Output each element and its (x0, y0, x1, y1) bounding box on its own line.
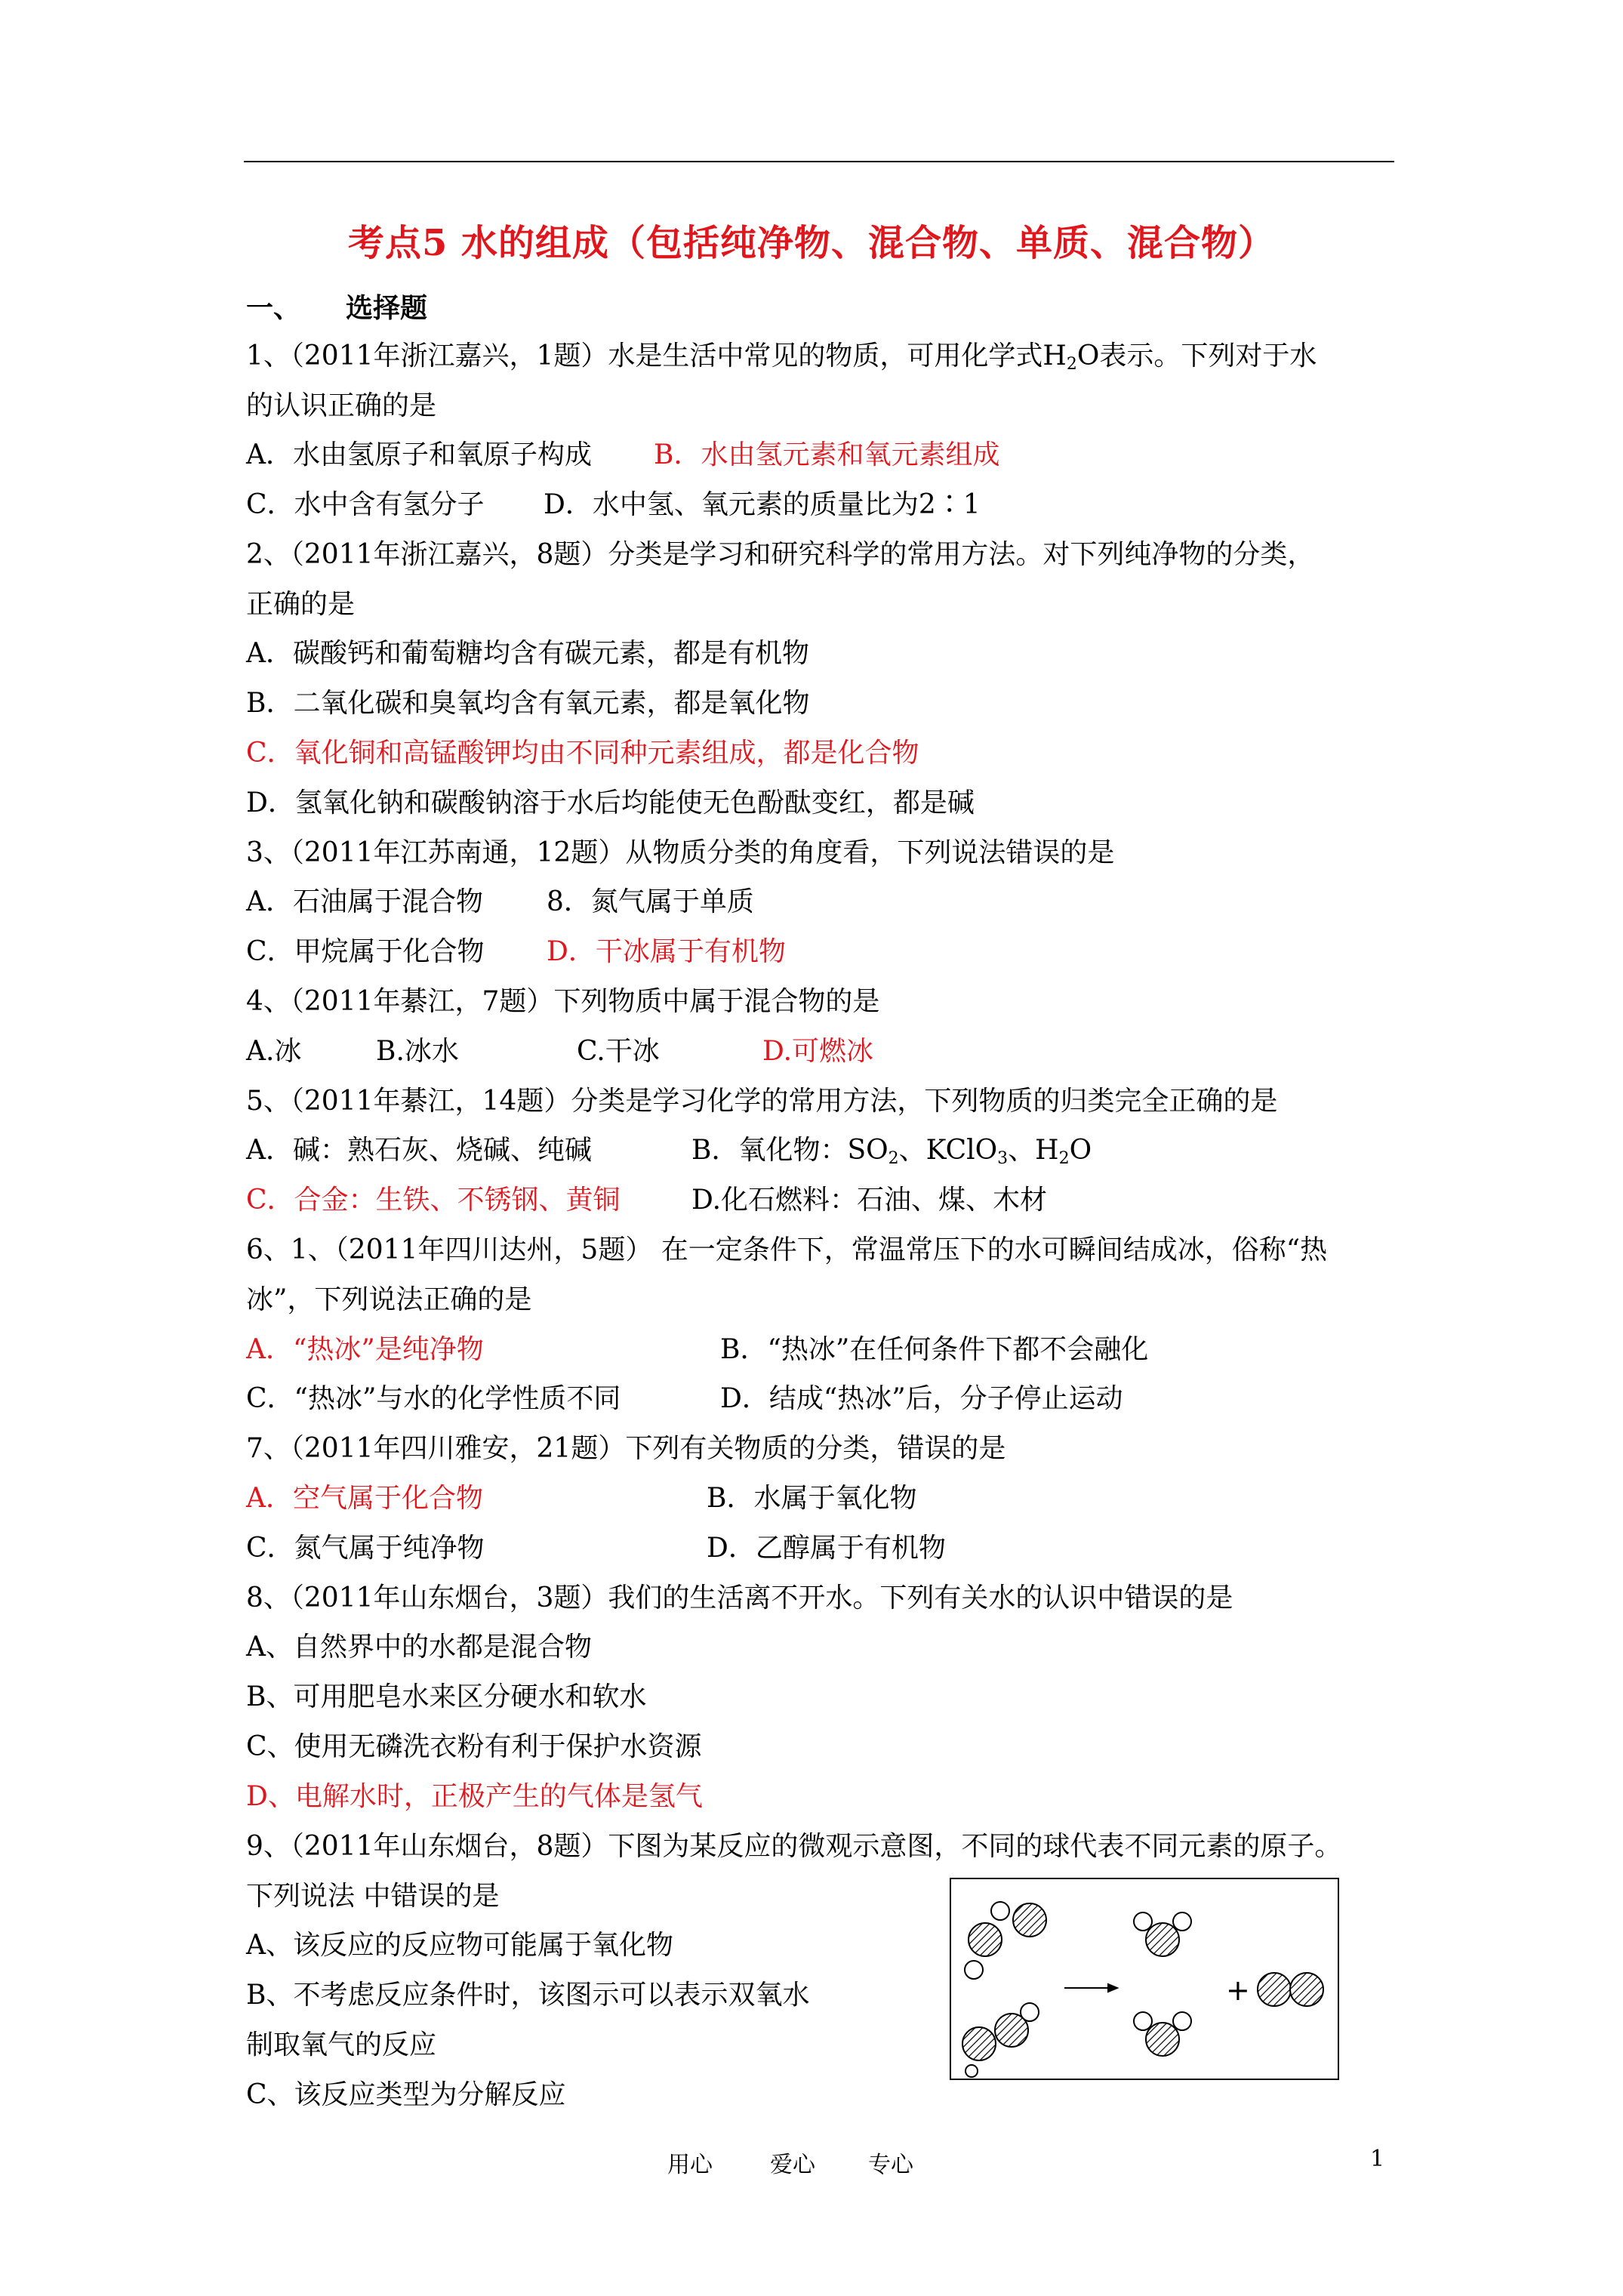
q1-stem-cont: 的认识正确的是 (246, 390, 437, 421)
product-water-2 (1134, 2012, 1191, 2056)
q3-option-a: A．石油属于混合物 (246, 886, 483, 917)
q7-option-d: D．乙醇属于有机物 (707, 1533, 946, 1564)
oxygen-atom (969, 1923, 1002, 1956)
q9-stem: 9、（2011年山东烟台，8题）下图为某反应的微观示意图，不同的球代表不同元素的原子。 (246, 1831, 1342, 1862)
q3-stem: 3、（2011年江苏南通，12题）从物质分类的角度看，下列说法错误的是 (246, 837, 1115, 868)
hydrogen-atom (991, 1902, 1009, 1920)
q1-option-d: D．水中氢、氧元素的质量比为2∶1 (544, 489, 981, 520)
q6-option-a-answer: A．“热冰”是纯净物 (246, 1334, 484, 1365)
section-heading (246, 287, 427, 325)
q5-option-a: A．碱：熟石灰、烧碱、纯碱 (246, 1135, 592, 1166)
q6-option-d: D．结成“热冰”后，分子停止运动 (720, 1383, 1123, 1414)
q7-option-b: B．水属于氧化物 (707, 1483, 917, 1514)
product-oxygen-molecule (1258, 1973, 1323, 2006)
header-rule (244, 161, 1394, 162)
oxygen-atom (995, 2014, 1028, 2047)
reaction-arrow (1064, 1984, 1117, 1992)
oxygen-atom (1290, 1973, 1323, 2006)
q7-option-c: C．氮气属于纯净物 (246, 1533, 485, 1564)
q1-option-b-answer: B．水由氢元素和氧元素组成 (654, 439, 1000, 470)
q3-option-b: 8．氮气属于单质 (547, 886, 754, 917)
hydrogen-atom (1134, 2012, 1152, 2030)
q8-option-d-answer: D、电解水时，正极产生的气体是氢气 (246, 1781, 703, 1812)
q2-option-b: B．二氧化碳和臭氧均含有氧元素，都是氧化物 (246, 688, 810, 719)
q4-stem: 4、（2011年綦江，7题）下列物质中属于混合物的是 (246, 986, 880, 1017)
q5-stem: 5、（2011年綦江，14题）分类是学习化学的常用方法，下列物质的归类完全正确的是 (246, 1086, 1278, 1117)
footer-text-1: 用心 (667, 2152, 713, 2178)
q2-option-a: A．碳酸钙和葡萄糖均含有碳元素，都是有机物 (246, 638, 809, 669)
q9-option-a: A、该反应的反应物可能属于氧化物 (246, 1930, 673, 1961)
section-number: 一、 (246, 292, 301, 324)
q8-option-b: B、可用肥皂水来区分硬水和软水 (246, 1681, 647, 1712)
q8-stem: 8、（2011年山东烟台，3题）我们的生活离不开水。下列有关水的认识中错误的是 (246, 1583, 1233, 1613)
q5-option-b: B．氧化物：$SO_2$、KClO$_3$、$H_2O$ (691, 1135, 1092, 1168)
q5-option-c-answer: C．合金：生铁、不锈钢、黄铜 (246, 1185, 621, 1216)
q1-option-c: C．水中含有氢分子 (246, 489, 485, 520)
oxygen-atom (1146, 1923, 1179, 1956)
reactant-molecule-1 (965, 1902, 1046, 1979)
q6-stem-cont: 冰”，下列说法正确的是 (246, 1284, 532, 1315)
oxygen-atom (962, 2027, 996, 2060)
page-number: 1 (1370, 2146, 1385, 2172)
q9-stem-cont: 下列说法 中错误的是 (246, 1881, 500, 1912)
q4-option-b: B.冰水 (376, 1036, 459, 1067)
q7-option-a-answer: A．空气属于化合物 (246, 1483, 483, 1514)
hydrogen-atom (1173, 2012, 1191, 2030)
q5-option-d: D.化石燃料：石油、煤、木材 (691, 1185, 1048, 1216)
q6-stem: 6、1、（2011年四川达州，5题） 在一定条件下，常温常压下的水可瞬间结成冰，俗称“热 (246, 1234, 1328, 1265)
q7-stem: 7、（2011年四川雅安，21题）下列有关物质的分类，错误的是 (246, 1433, 1006, 1464)
q3-option-c: C．甲烷属于化合物 (246, 936, 485, 967)
hydrogen-atom (965, 2065, 978, 2077)
hydrogen-atom (1134, 1912, 1152, 1931)
section-label: 选择题 (346, 292, 428, 324)
q1-option-a: A．水由氢原子和氧原子构成 (246, 439, 592, 470)
q2-option-c-answer: C．氧化铜和高锰酸钾均由不同种元素组成，都是化合物 (246, 738, 919, 769)
hydrogen-atom (965, 1961, 983, 1979)
q4-option-a: A.冰 (246, 1036, 302, 1067)
product-water-1 (1134, 1912, 1191, 1956)
oxygen-atom (1258, 1973, 1291, 2006)
reaction-diagram (950, 1878, 1339, 2080)
q4-option-d-answer: D.可燃冰 (762, 1036, 874, 1067)
footer-text-2: 爱心 (770, 2152, 815, 2178)
oxygen-atom (1013, 1903, 1046, 1937)
q6-option-b: B．“热冰”在任何条件下都不会融化 (720, 1334, 1149, 1365)
footer-text-3: 专心 (868, 2152, 913, 2178)
plus-sign: + (1226, 1974, 1250, 2007)
q3-option-d-answer: D．干冰属于有机物 (547, 936, 786, 967)
q2-stem: 2、（2011年浙江嘉兴，8题）分类是学习和研究科学的常用方法。对下列纯净物的分类， (246, 539, 1315, 570)
q9-option-b-cont: 制取氧气的反应 (246, 2029, 437, 2060)
page-title: 考点5 水的组成（包括纯净物、混合物、单质、混合物） (347, 222, 1276, 264)
q9-option-b: B、不考虑反应条件时，该图示可以表示双氧水 (246, 1980, 810, 2011)
oxygen-atom (1146, 2023, 1179, 2056)
q8-option-c: C、使用无磷洗衣粉有利于保护水资源 (246, 1731, 702, 1762)
q2-option-d: D．氢氧化钠和碳酸钠溶于水后均能使无色酚酞变红，都是碱 (246, 787, 975, 818)
q9-option-c: C、该反应类型为分解反应 (246, 2079, 566, 2110)
q6-option-c: C．“热冰”与水的化学性质不同 (246, 1383, 621, 1414)
hydrogen-atom (1173, 1912, 1191, 1931)
q2-stem-cont: 正确的是 (246, 589, 356, 620)
reactant-molecule-2 (962, 2003, 1039, 2077)
q4-option-c: C.干冰 (577, 1036, 660, 1067)
q1-stem: 1、（2011年浙江嘉兴，1题）水是生活中常见的物质，可用化学式$H_2O$表示。下列对于水 (246, 341, 1317, 374)
reaction-diagram-svg (951, 1879, 1338, 2079)
q8-option-a: A、自然界中的水都是混合物 (246, 1632, 592, 1663)
